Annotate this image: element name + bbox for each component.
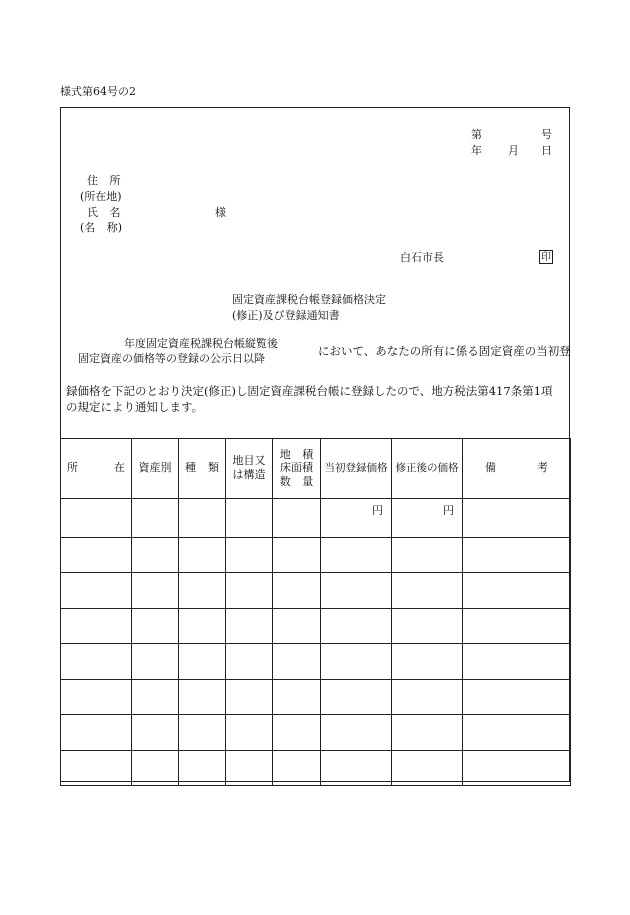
cell-land-or-structure[interactable] [226, 573, 273, 609]
header-revised-price: 修正後の価格 [392, 439, 463, 499]
cell-area-quantity[interactable] [273, 644, 321, 680]
cell-initial-price[interactable] [321, 573, 392, 609]
cell-remarks[interactable] [463, 499, 571, 538]
cell-initial-price[interactable] [321, 715, 392, 751]
cell-kind[interactable] [179, 750, 226, 786]
header-area-quantity: 地 積 床面積 数 量 [273, 439, 321, 499]
cell-initial-price[interactable] [321, 537, 392, 573]
honorific: 様 [215, 206, 226, 219]
choice-line1: 年度固定資産税課税台帳縦覧後 [124, 337, 278, 350]
cell-remarks[interactable] [463, 750, 571, 786]
body-text-line3: の規定により通知します。 [66, 400, 204, 414]
cell-land-or-structure[interactable] [226, 537, 273, 573]
choice-line2: 固定資産の価格等の登録の公示日以降 [78, 352, 265, 365]
cell-revised-price[interactable] [392, 750, 463, 786]
cell-revised-price[interactable] [392, 573, 463, 609]
cell-initial-price[interactable] [321, 608, 392, 644]
cell-initial-price[interactable] [321, 644, 392, 680]
body-text-line1: において、あなたの所有に係る固定資産の当初登 [318, 344, 571, 358]
date-day: 日 [541, 144, 552, 157]
cell-area-quantity[interactable] [273, 499, 321, 538]
header-initial-price: 当初登録価格 [321, 439, 392, 499]
cell-initial-price[interactable] [321, 499, 392, 538]
cell-area-quantity[interactable] [273, 537, 321, 573]
cell-remarks[interactable] [463, 573, 571, 609]
name-alt-label: (名 称) [80, 221, 123, 234]
body-text-line2: 録価格を下記のとおり決定(修正)し固定資産課税台帳に登録したので、地方税法第417条第1項 [66, 384, 553, 398]
header-kind: 種 類 [179, 439, 226, 499]
cell-land-or-structure[interactable] [226, 644, 273, 680]
cell-revised-price[interactable] [392, 715, 463, 751]
address-alt-label: (所在地) [80, 190, 122, 203]
cell-location[interactable] [61, 750, 132, 786]
cell-location[interactable] [61, 499, 132, 538]
cell-kind[interactable] [179, 715, 226, 751]
cell-asset-type[interactable] [132, 537, 179, 573]
cell-asset-type[interactable] [132, 679, 179, 715]
header-location: 所 在 [61, 439, 132, 499]
cell-area-quantity[interactable] [273, 715, 321, 751]
cell-revised-price[interactable] [392, 537, 463, 573]
date-year: 年 [471, 144, 482, 157]
cell-area-quantity[interactable] [273, 679, 321, 715]
cell-revised-price[interactable] [392, 499, 463, 538]
cell-location[interactable] [61, 573, 132, 609]
cell-kind[interactable] [179, 499, 226, 538]
table-row [61, 715, 571, 751]
cell-land-or-structure[interactable] [226, 715, 273, 751]
cell-asset-type[interactable] [132, 750, 179, 786]
table-header-row [61, 439, 571, 499]
doc-number-suffix: 号 [541, 128, 552, 141]
asset-table [60, 438, 571, 786]
doc-number-prefix: 第 [471, 128, 482, 141]
cell-location[interactable] [61, 608, 132, 644]
cell-remarks[interactable] [463, 537, 571, 573]
table-row [61, 573, 571, 609]
cell-revised-price[interactable] [392, 644, 463, 680]
header-land-or-structure: 地目又 は構造 [226, 439, 273, 499]
cell-area-quantity[interactable] [273, 750, 321, 786]
cell-location[interactable] [61, 644, 132, 680]
date-month: 月 [508, 144, 519, 157]
cell-area-quantity[interactable] [273, 573, 321, 609]
cell-land-or-structure[interactable] [226, 750, 273, 786]
issuer-title: 白石市長 [400, 251, 444, 264]
official-seal: 印 [541, 252, 551, 263]
table-row [61, 679, 571, 715]
cell-asset-type[interactable] [132, 715, 179, 751]
cell-remarks[interactable] [463, 715, 571, 751]
cell-asset-type[interactable] [132, 499, 179, 538]
address-label: 住 所 [87, 174, 121, 187]
header-remarks: 備 考 [463, 439, 571, 499]
doc-title-line1: 固定資産課税台帳登録価格決定 [232, 293, 386, 306]
cell-land-or-structure[interactable] [226, 679, 273, 715]
cell-location[interactable] [61, 715, 132, 751]
cell-location[interactable] [61, 537, 132, 573]
table-row [61, 537, 571, 573]
table-row [61, 644, 571, 680]
cell-initial-price[interactable] [321, 750, 392, 786]
cell-land-or-structure[interactable] [226, 608, 273, 644]
cell-kind[interactable] [179, 608, 226, 644]
cell-kind[interactable] [179, 573, 226, 609]
cell-land-or-structure[interactable] [226, 499, 273, 538]
currency-unit: 円 [372, 504, 383, 517]
name-label: 氏 名 [87, 206, 121, 219]
cell-remarks[interactable] [463, 644, 571, 680]
cell-asset-type[interactable] [132, 608, 179, 644]
cell-initial-price[interactable] [321, 679, 392, 715]
currency-unit: 円 [443, 504, 454, 517]
cell-location[interactable] [61, 679, 132, 715]
form-number: 様式第64号の2 [60, 85, 136, 98]
cell-remarks[interactable] [463, 608, 571, 644]
table-row [61, 608, 571, 644]
cell-kind[interactable] [179, 644, 226, 680]
header-asset-type: 資産別 [132, 439, 179, 499]
cell-area-quantity[interactable] [273, 608, 321, 644]
cell-kind[interactable] [179, 679, 226, 715]
cell-remarks[interactable] [463, 679, 571, 715]
table-row [61, 499, 571, 538]
cell-revised-price[interactable] [392, 679, 463, 715]
cell-revised-price[interactable] [392, 608, 463, 644]
cell-kind[interactable] [179, 537, 226, 573]
cell-asset-type[interactable] [132, 644, 179, 680]
doc-title-line2: (修正)及び登録通知書 [232, 309, 340, 322]
cell-asset-type[interactable] [132, 573, 179, 609]
table-row [61, 750, 571, 786]
